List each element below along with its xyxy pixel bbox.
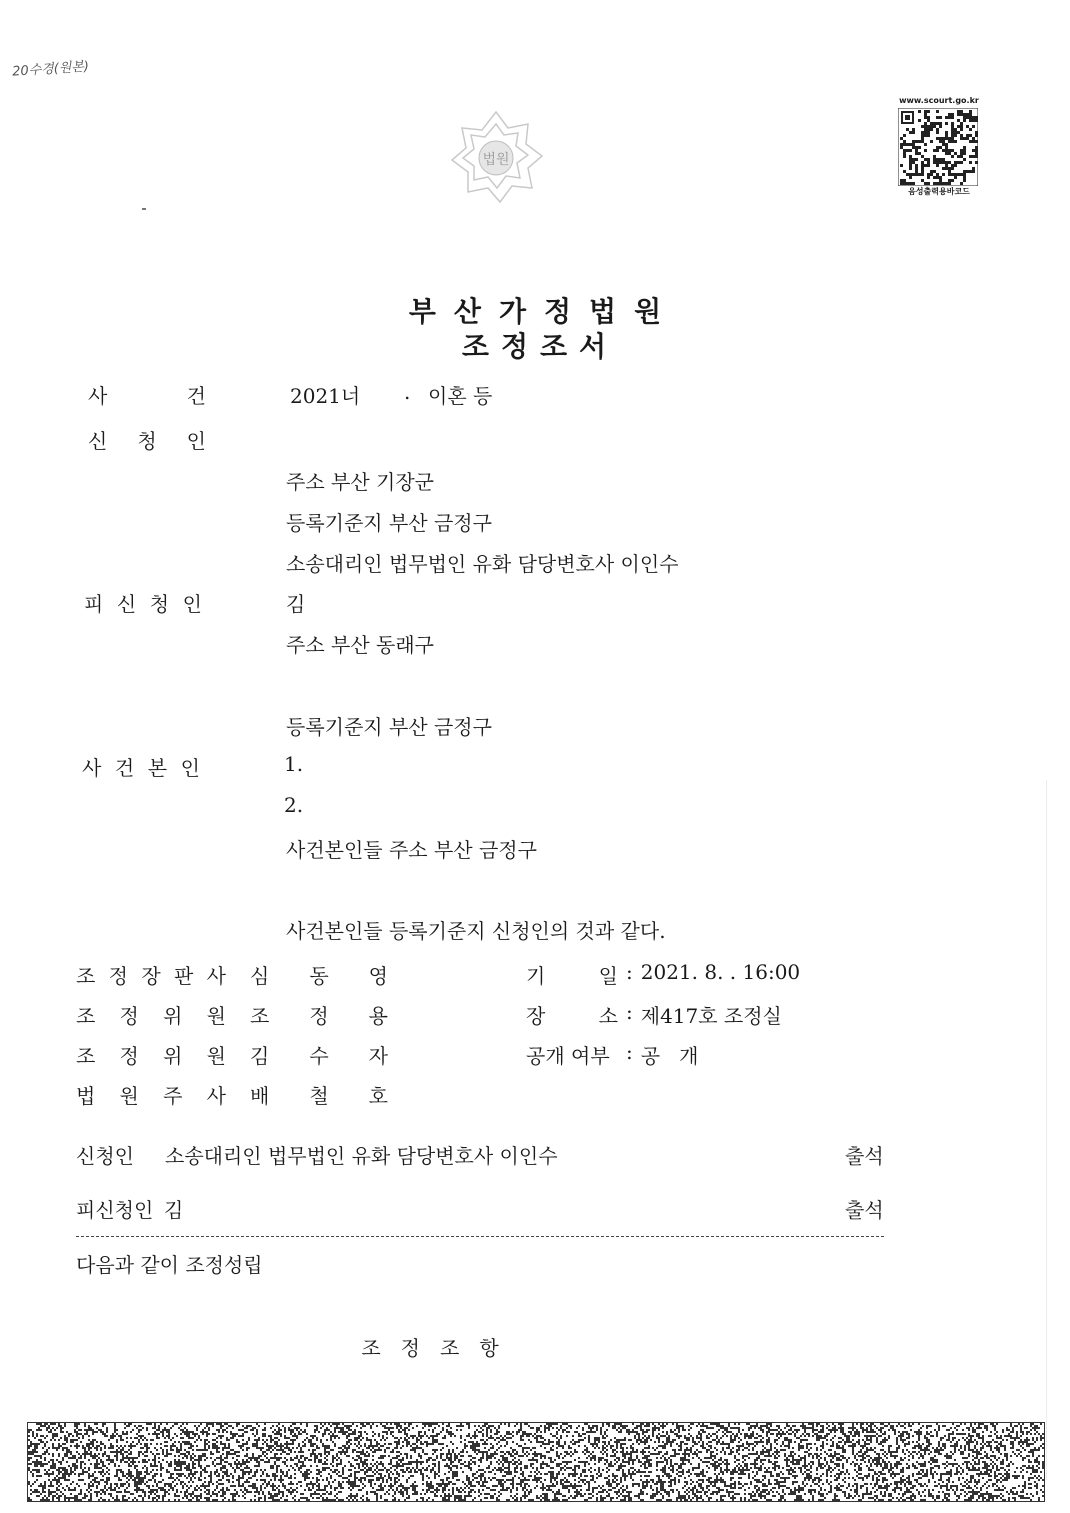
session-public-label: 공개 여부: [526, 1044, 610, 1068]
attendance-status-2: 출석: [845, 1198, 884, 1222]
attendance-party-1: 신청인: [76, 1144, 134, 1168]
session-date-row: [526, 960, 856, 1000]
attendance-detail-2: 김: [164, 1198, 184, 1222]
result-text: 다음과 같이 조정성립: [76, 1253, 263, 1277]
qr-url: www.scourt.go.kr: [899, 96, 979, 105]
colon: :: [626, 960, 633, 984]
official-name: 조 정 용: [250, 1004, 388, 1028]
court-emblem-icon: [446, 108, 546, 208]
court-name: 부산가정법원: [408, 295, 680, 328]
section-title: 조정조항: [361, 1336, 519, 1360]
respondent-address: 주소 부산 동래구: [286, 633, 434, 657]
attendance-party-2: 피신청인: [76, 1198, 154, 1222]
session-public-value: 공 개: [640, 1044, 699, 1068]
session-place-label: 장 소: [526, 1004, 618, 1028]
respondent-label: 피 신 청 인: [84, 592, 202, 616]
case-number: 2021너: [290, 384, 361, 408]
respondent-name: 김: [286, 592, 306, 616]
applicant-label: 신 청 인: [88, 429, 206, 453]
colon: :: [626, 1000, 633, 1024]
case-name: 이혼 등: [428, 384, 493, 408]
handwritten-note: 20수경(원본): [11, 59, 90, 80]
barcode-strip: [27, 1422, 1045, 1502]
applicant-address: 주소 부산 기장군: [286, 470, 434, 494]
principal-item-2: 2.: [284, 793, 304, 817]
principal-item-1: 1.: [284, 752, 304, 776]
respondent-registry: 등록기준지 부산 금정구: [286, 715, 492, 739]
official-role: 법 원 주 사: [76, 1084, 226, 1108]
official-name: 심 동 영: [250, 964, 388, 988]
case-label: 사 건: [88, 384, 206, 408]
official-row: [76, 1000, 396, 1040]
official-row: [76, 1080, 396, 1120]
document-title: 조정조서: [461, 330, 619, 363]
session-date-value: 2021. 8. . 16:00: [640, 960, 801, 984]
official-role: 조 정 위 원: [76, 1004, 226, 1028]
officials-list: [76, 960, 396, 1120]
official-role: 조 정 장 판 사: [76, 964, 226, 988]
official-row: [76, 960, 396, 1000]
attendance-detail-1: 소송대리인 법무법인 유화 담당변호사 이인수: [165, 1144, 558, 1168]
qr-code-icon: [898, 108, 978, 186]
session-date-label: 기 일: [526, 964, 618, 988]
colon: :: [626, 1040, 633, 1064]
qr-caption: 음성출력용바코드: [908, 187, 970, 196]
session-place-row: [526, 1000, 856, 1040]
applicant-registry: 등록기준지 부산 금정구: [286, 511, 492, 535]
applicant-attorney: 소송대리인 법무법인 유화 담당변호사 이인수: [286, 552, 679, 576]
principals-label: 사 건 본 인: [82, 756, 200, 780]
official-name: 김 수 자: [250, 1044, 388, 1068]
svg-text:법원: 법원: [482, 152, 510, 168]
official-role: 조 정 위 원: [76, 1044, 226, 1068]
principals-registry: 사건본인들 등록기준지 신청인의 것과 같다.: [286, 919, 666, 943]
principals-address: 사건본인들 주소 부산 금정구: [286, 838, 537, 862]
attendance-status-1: 출석: [845, 1144, 884, 1168]
session-place-value: 제417호 조정실: [640, 1004, 782, 1028]
official-row: [76, 1040, 396, 1080]
session-public-row: [526, 1040, 856, 1080]
session-info: [526, 960, 856, 1080]
official-name: 배 철 호: [250, 1084, 388, 1108]
ink-mark: [142, 208, 146, 210]
page-edge: [1046, 780, 1047, 1480]
divider: [76, 1236, 884, 1237]
case-separator: .: [404, 380, 411, 404]
